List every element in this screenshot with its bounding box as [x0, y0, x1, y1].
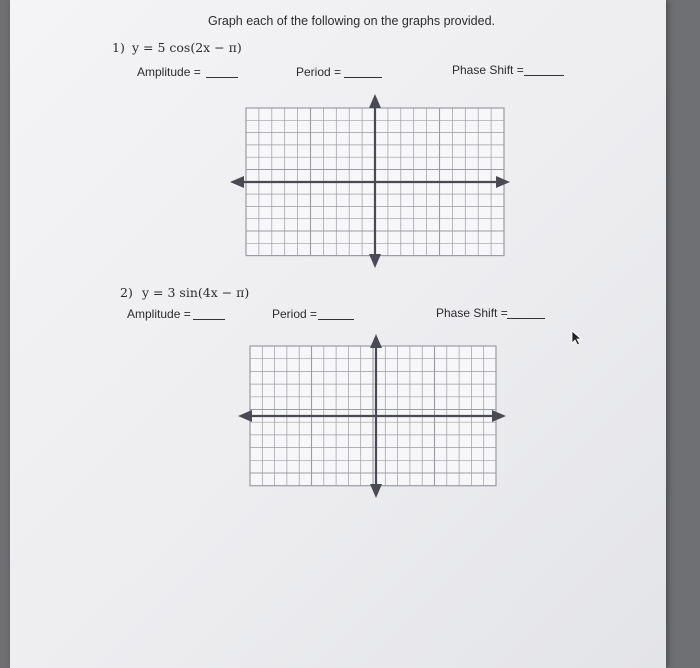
y-axis-down-arrow-icon	[369, 254, 381, 268]
problem-2-phase-shift-label: Phase Shift =	[436, 306, 508, 320]
problem-1-graph[interactable]	[220, 94, 510, 270]
problem-2-amplitude-blank[interactable]	[193, 319, 225, 320]
problem-2-amplitude-label: Amplitude =	[127, 307, 191, 321]
problem-1-period-label: Period =	[296, 65, 342, 79]
instruction-text: Graph each of the following on the graphs provided.	[208, 14, 495, 28]
mouse-pointer-icon	[570, 330, 584, 346]
problem-1-amplitude-blank[interactable]	[206, 77, 238, 78]
problem-2-period-blank[interactable]	[318, 319, 354, 320]
problem-2-graph[interactable]	[224, 334, 506, 498]
y-axis-down-arrow-icon	[370, 484, 382, 498]
problem-1-equation: y = 5 cos(2x − π)	[132, 40, 242, 55]
problem-2-period-label: Period =	[272, 307, 318, 321]
worksheet-page	[10, 0, 666, 668]
problem-1-phase-shift-blank[interactable]	[524, 75, 564, 76]
x-axis-right-arrow-icon	[492, 410, 506, 422]
problem-1-period-blank[interactable]	[344, 77, 382, 78]
problem-2-number: 2)	[120, 285, 133, 300]
y-axis-up-arrow-icon	[370, 334, 382, 348]
x-axis-left-arrow-icon	[230, 176, 244, 188]
x-axis-left-arrow-icon	[238, 410, 252, 422]
problem-1-phase-shift-label: Phase Shift =	[452, 63, 524, 77]
problem-1-amplitude-label: Amplitude =	[137, 65, 201, 79]
problem-1-number: 1)	[112, 40, 125, 55]
y-axis-up-arrow-icon	[369, 94, 381, 108]
problem-2-phase-shift-blank[interactable]	[507, 318, 545, 319]
problem-2-equation: y = 3 sin(4x − π)	[142, 285, 250, 300]
